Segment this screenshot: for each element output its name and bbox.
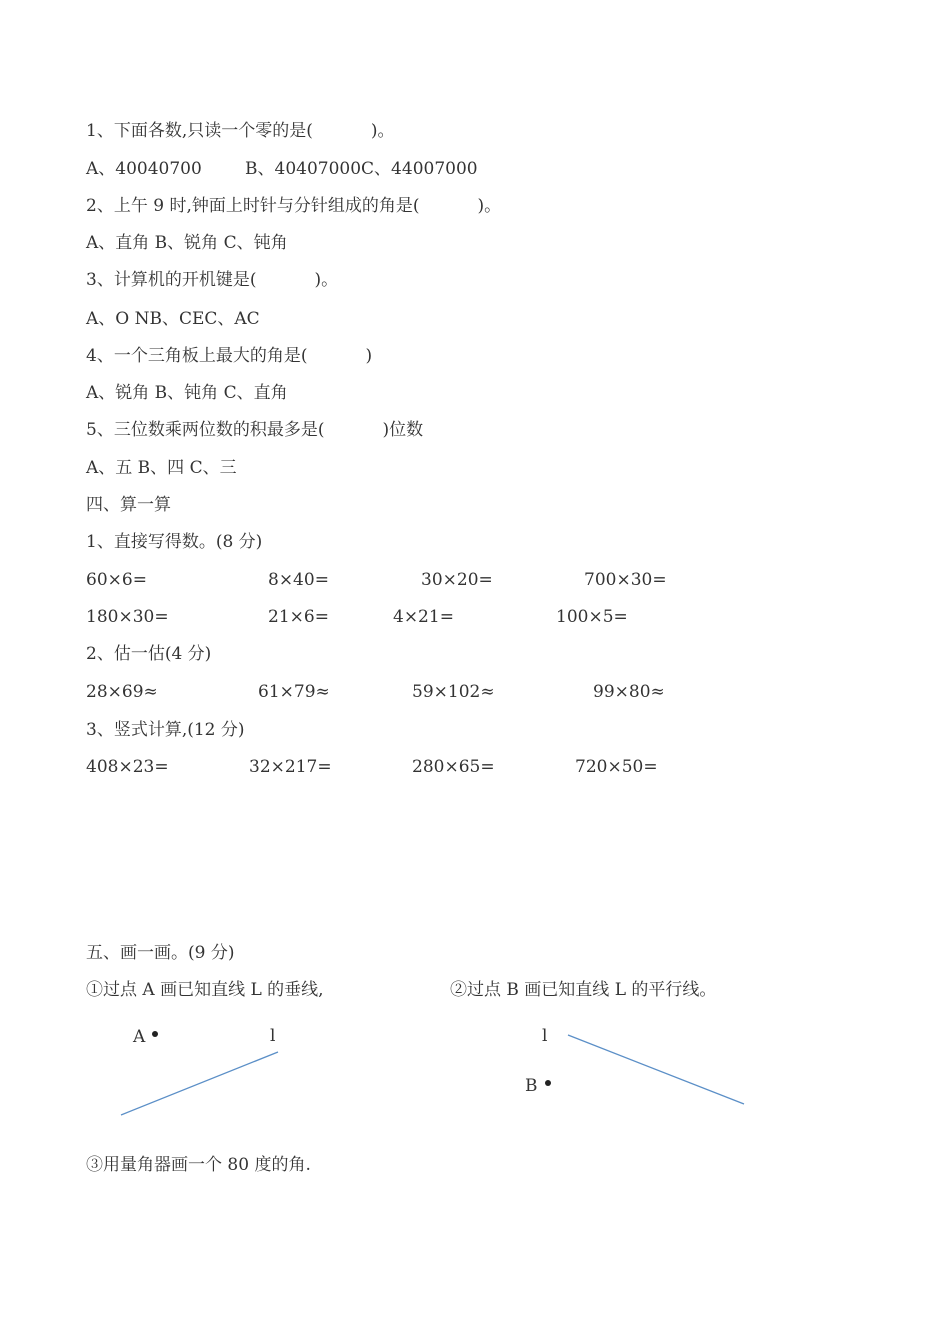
q3-stem: 3、计算机的开机键是( )。 — [86, 270, 339, 290]
line-l-label: l — [542, 1026, 548, 1046]
task3-text: ③用量角器画一个 80 度的角. — [86, 1155, 311, 1175]
point-b-dot — [545, 1080, 551, 1086]
part2-title: 2、估一估(4 分) — [86, 644, 212, 664]
estimate-item: 28×69≈ — [86, 682, 158, 702]
section5-title: 五、画一画。(9 分) — [86, 943, 235, 963]
q5-stem: 5、三位数乘两位数的积最多是( )位数 — [86, 420, 424, 440]
calc-item: 180×30= — [86, 607, 169, 627]
q4-stem: 4、一个三角板上最大的角是( ) — [86, 346, 373, 366]
part3-title: 3、竖式计算,(12 分) — [86, 720, 245, 740]
estimate-item: 61×79≈ — [258, 682, 330, 702]
line-l-label: l — [270, 1026, 276, 1046]
q3-options: A、O NB、CEC、AC — [86, 309, 260, 329]
section4-title: 四、算一算 — [86, 495, 171, 515]
calc-item: 4×21= — [393, 607, 454, 627]
estimate-item: 99×80≈ — [593, 682, 665, 702]
q1-options: A、40040700 B、40407000C、44007000 — [86, 159, 478, 179]
calc-item: 100×5= — [556, 607, 628, 627]
vertical-calc-item: 280×65= — [412, 757, 495, 777]
calc-item: 60×6= — [86, 570, 147, 590]
q5-options: A、五 B、四 C、三 — [86, 458, 237, 478]
q1-stem: 1、下面各数,只读一个零的是( )。 — [86, 121, 395, 141]
task1-text: ①过点 A 画已知直线 L 的垂线, — [86, 980, 324, 1000]
point-a-dot — [152, 1031, 158, 1037]
calc-item: 30×20= — [421, 570, 493, 590]
calc-item: 8×40= — [268, 570, 329, 590]
point-a-label: A — [133, 1027, 146, 1047]
vertical-calc-item: 32×217= — [249, 757, 332, 777]
part1-title: 1、直接写得数。(8 分) — [86, 532, 263, 552]
q4-options: A、锐角 B、钝角 C、直角 — [86, 383, 288, 403]
q2-stem: 2、上午 9 时,钟面上时针与分针组成的角是( )。 — [86, 196, 502, 216]
vertical-calc-item: 720×50= — [575, 757, 658, 777]
calc-item: 21×6= — [268, 607, 329, 627]
fig1-line-l — [121, 1052, 278, 1115]
estimate-item: 59×102≈ — [412, 682, 495, 702]
calc-item: 700×30= — [584, 570, 667, 590]
task2-text: ②过点 B 画已知直线 L 的平行线。 — [450, 980, 717, 1000]
point-b-label: B — [525, 1076, 538, 1096]
vertical-calc-item: 408×23= — [86, 757, 169, 777]
q2-options: A、直角 B、锐角 C、钝角 — [86, 233, 288, 253]
fig2-line-l — [568, 1035, 744, 1104]
